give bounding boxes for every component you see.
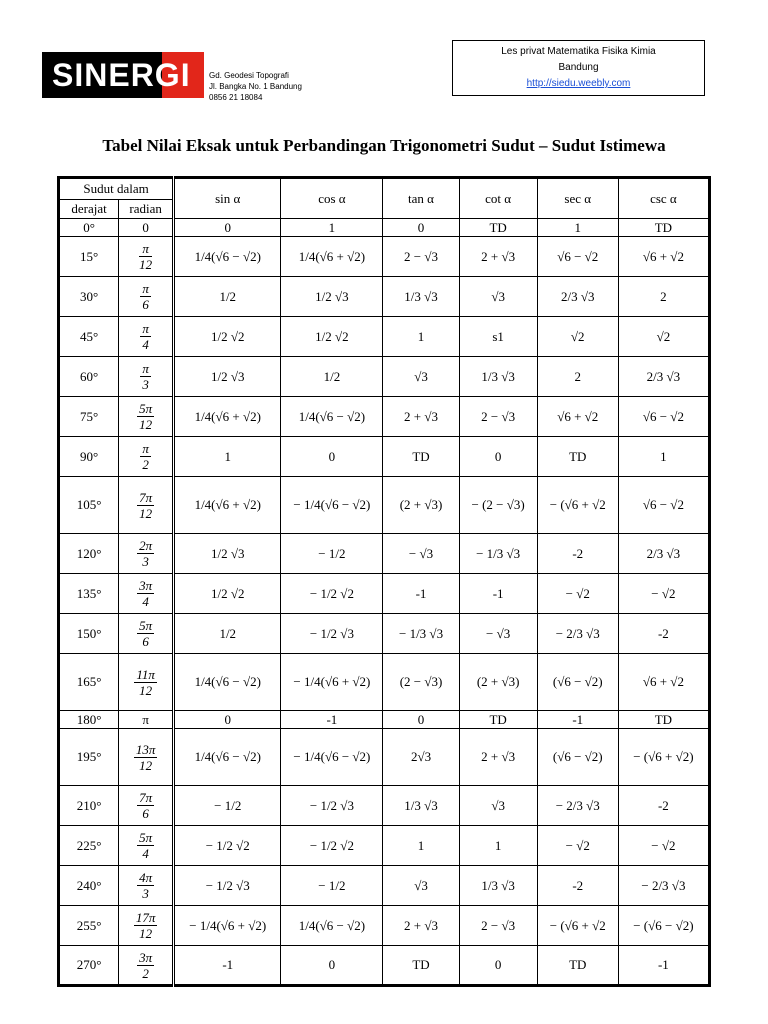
- table-row: [59, 614, 710, 654]
- sec-value-cell: TD: [537, 946, 618, 986]
- degree-cell: 0°: [59, 219, 119, 237]
- radian-fraction: $\frac{13\pi}{12}$: [135, 741, 156, 773]
- cot-value-cell: √3: [459, 277, 537, 317]
- radian-cell: [119, 317, 174, 357]
- table-row: [59, 317, 710, 357]
- tan-value-cell: √3: [383, 357, 459, 397]
- table-body: [59, 219, 710, 986]
- tan-value-cell: 2√3: [383, 729, 459, 786]
- degree-cell: 195°: [59, 729, 119, 786]
- cot-value-cell: TD: [459, 219, 537, 237]
- cot-value-cell: 0: [459, 437, 537, 477]
- header-sec: sec α: [537, 178, 618, 219]
- cos-value-cell: 1/2 √2: [281, 317, 383, 357]
- cos-value-cell: − 1/2 √3: [281, 614, 383, 654]
- radian-cell: [119, 614, 174, 654]
- address-line-2: Jl. Bangka No. 1 Bandung: [209, 82, 302, 91]
- sec-value-cell: − 2/3 √3: [537, 614, 618, 654]
- radian-cell: [119, 397, 174, 437]
- radian-cell: [119, 906, 174, 946]
- radian-cell: [119, 534, 174, 574]
- radian-cell: [119, 477, 174, 534]
- tan-value-cell: 0: [383, 711, 459, 729]
- cos-value-cell: 0: [281, 437, 383, 477]
- csc-value-cell: 2: [618, 277, 709, 317]
- radian-fraction: $\frac{11\pi}{12}$: [136, 666, 155, 698]
- sec-value-cell: √6 − √2: [537, 237, 618, 277]
- radian-fraction: $\frac{\pi}{4}$: [142, 321, 149, 352]
- tan-value-cell: 2 − √3: [383, 237, 459, 277]
- cot-value-cell: TD: [459, 711, 537, 729]
- sec-value-cell: -1: [537, 711, 618, 729]
- sin-value-cell: 1/4(√6 + √2): [174, 397, 281, 437]
- cot-value-cell: √3: [459, 786, 537, 826]
- sin-value-cell: − 1/2 √2: [174, 826, 281, 866]
- radian-fraction: $\frac{5\pi}{6}$: [139, 618, 153, 649]
- degree-cell: 60°: [59, 357, 119, 397]
- csc-value-cell: 1: [618, 437, 709, 477]
- radian-cell: [119, 866, 174, 906]
- radian-cell: [119, 826, 174, 866]
- cot-value-cell: (2 + √3): [459, 654, 537, 711]
- table-row: [59, 477, 710, 534]
- degree-cell: 120°: [59, 534, 119, 574]
- degree-cell: 255°: [59, 906, 119, 946]
- cos-value-cell: − 1/4(√6 − √2): [281, 477, 383, 534]
- degree-cell: 240°: [59, 866, 119, 906]
- radian-fraction: $\frac{5\pi}{4}$: [139, 830, 153, 861]
- cos-value-cell: 1/2: [281, 357, 383, 397]
- sin-value-cell: 0: [174, 711, 281, 729]
- radian-cell: π: [119, 711, 174, 729]
- csc-value-cell: √6 + √2: [618, 237, 709, 277]
- sec-value-cell: -2: [537, 866, 618, 906]
- radian-fraction: $\frac{\pi}{12}$: [139, 241, 153, 272]
- csc-value-cell: TD: [618, 219, 709, 237]
- csc-value-cell: √6 − √2: [618, 477, 709, 534]
- cot-value-cell: − √3: [459, 614, 537, 654]
- table-row: [59, 906, 710, 946]
- cos-value-cell: − 1/4(√6 + √2): [281, 654, 383, 711]
- degree-cell: 45°: [59, 317, 119, 357]
- table-row: [59, 534, 710, 574]
- cos-value-cell: − 1/2: [281, 866, 383, 906]
- cot-value-cell: 2 − √3: [459, 397, 537, 437]
- csc-value-cell: √6 − √2: [618, 397, 709, 437]
- csc-value-cell: TD: [618, 711, 709, 729]
- radian-fraction: $\frac{\pi}{6}$: [142, 281, 149, 312]
- table-row: [59, 729, 710, 786]
- radian-fraction: $\frac{3\pi}{2}$: [139, 949, 153, 981]
- radian-fraction: $\frac{\pi}{2}$: [142, 441, 149, 472]
- radian-fraction: $\frac{4\pi}{3}$: [139, 870, 153, 901]
- radian-fraction: $\frac{5\pi}{12}$: [139, 401, 153, 432]
- sec-value-cell: √2: [537, 317, 618, 357]
- sec-value-cell: − (√6 + √2: [537, 477, 618, 534]
- sin-value-cell: 1/4(√6 − √2): [174, 237, 281, 277]
- radian-cell: [119, 277, 174, 317]
- csc-value-cell: − √2: [618, 574, 709, 614]
- cos-value-cell: 1/4(√6 + √2): [281, 237, 383, 277]
- cot-value-cell: 2 − √3: [459, 906, 537, 946]
- radian-cell: [119, 729, 174, 786]
- cot-value-cell: 0: [459, 946, 537, 986]
- header-sudut-dalam: Sudut dalam: [59, 178, 174, 200]
- sec-value-cell: (√6 − √2): [537, 654, 618, 711]
- sec-value-cell: 1: [537, 219, 618, 237]
- radian-cell: [119, 946, 174, 986]
- sec-value-cell: − √2: [537, 574, 618, 614]
- header-cos: cos α: [281, 178, 383, 219]
- csc-value-cell: − (√6 + √2): [618, 729, 709, 786]
- info-box: [452, 40, 705, 96]
- table-row: [59, 654, 710, 711]
- cos-value-cell: − 1/4(√6 − √2): [281, 729, 383, 786]
- radian-fraction: $\frac{2\pi}{3}$: [139, 538, 153, 569]
- csc-value-cell: √6 + √2: [618, 654, 709, 711]
- tan-value-cell: 2 + √3: [383, 397, 459, 437]
- trig-table: [57, 176, 711, 987]
- cos-value-cell: -1: [281, 711, 383, 729]
- address-block: [209, 70, 302, 103]
- cos-value-cell: 1: [281, 219, 383, 237]
- header-csc: csc α: [618, 178, 709, 219]
- table-row: [59, 219, 710, 237]
- sec-value-cell: − (√6 + √2: [537, 906, 618, 946]
- tan-value-cell: 1/3 √3: [383, 277, 459, 317]
- sin-value-cell: -1: [174, 946, 281, 986]
- tan-value-cell: √3: [383, 866, 459, 906]
- radian-fraction: $\frac{7\pi}{6}$: [139, 790, 153, 821]
- table-row: [59, 711, 710, 729]
- sin-value-cell: − 1/2 √3: [174, 866, 281, 906]
- sin-value-cell: 0: [174, 219, 281, 237]
- tan-value-cell: 1: [383, 826, 459, 866]
- sin-value-cell: 1/4(√6 − √2): [174, 654, 281, 711]
- table-row: [59, 277, 710, 317]
- header-sin: sin α: [174, 178, 281, 219]
- tan-value-cell: 0: [383, 219, 459, 237]
- cos-value-cell: 1/4(√6 − √2): [281, 397, 383, 437]
- cos-value-cell: 0: [281, 946, 383, 986]
- cos-value-cell: − 1/2 √2: [281, 826, 383, 866]
- csc-value-cell: 2/3 √3: [618, 534, 709, 574]
- degree-cell: 135°: [59, 574, 119, 614]
- table-row: [59, 357, 710, 397]
- sec-value-cell: − √2: [537, 826, 618, 866]
- sec-value-cell: 2: [537, 357, 618, 397]
- csc-value-cell: √2: [618, 317, 709, 357]
- csc-value-cell: -2: [618, 786, 709, 826]
- table-row: [59, 826, 710, 866]
- header-cot: cot α: [459, 178, 537, 219]
- sin-value-cell: 1/2: [174, 277, 281, 317]
- radian-fraction: $\frac{7\pi}{12}$: [139, 489, 153, 521]
- sinergi-logo: [42, 52, 204, 98]
- cot-value-cell: 2 + √3: [459, 237, 537, 277]
- tan-value-cell: TD: [383, 946, 459, 986]
- degree-cell: 15°: [59, 237, 119, 277]
- sec-value-cell: -2: [537, 534, 618, 574]
- sin-value-cell: 1/4(√6 + √2): [174, 477, 281, 534]
- radian-cell: 0: [119, 219, 174, 237]
- sin-value-cell: 1/2: [174, 614, 281, 654]
- sin-value-cell: 1/2 √2: [174, 317, 281, 357]
- sin-value-cell: 1/2 √3: [174, 357, 281, 397]
- degree-cell: 90°: [59, 437, 119, 477]
- table-row: [59, 397, 710, 437]
- tan-value-cell: 1/3 √3: [383, 786, 459, 826]
- sec-value-cell: √6 + √2: [537, 397, 618, 437]
- radian-fraction: $\frac{17\pi}{12}$: [135, 910, 156, 941]
- degree-cell: 150°: [59, 614, 119, 654]
- degree-cell: 225°: [59, 826, 119, 866]
- cos-value-cell: 1/4(√6 − √2): [281, 906, 383, 946]
- cos-value-cell: − 1/2 √3: [281, 786, 383, 826]
- sin-value-cell: 1/4(√6 − √2): [174, 729, 281, 786]
- table-row: [59, 237, 710, 277]
- header-tan: tan α: [383, 178, 459, 219]
- table-row: [59, 866, 710, 906]
- radian-fraction: $\frac{\pi}{3}$: [142, 361, 149, 392]
- tan-value-cell: -1: [383, 574, 459, 614]
- sec-value-cell: TD: [537, 437, 618, 477]
- sec-value-cell: − 2/3 √3: [537, 786, 618, 826]
- table-row: [59, 437, 710, 477]
- tan-value-cell: TD: [383, 437, 459, 477]
- sin-value-cell: 1/2 √2: [174, 574, 281, 614]
- degree-cell: 30°: [59, 277, 119, 317]
- degree-cell: 105°: [59, 477, 119, 534]
- radian-cell: [119, 654, 174, 711]
- radian-cell: [119, 574, 174, 614]
- csc-value-cell: − (√6 − √2): [618, 906, 709, 946]
- radian-cell: [119, 786, 174, 826]
- cot-value-cell: 1/3 √3: [459, 357, 537, 397]
- sin-value-cell: 1/2 √3: [174, 534, 281, 574]
- sin-value-cell: − 1/2: [174, 786, 281, 826]
- header-derajat: derajat: [59, 200, 119, 219]
- cot-value-cell: s1: [459, 317, 537, 357]
- header-radian: radian: [119, 200, 174, 219]
- sin-value-cell: 1: [174, 437, 281, 477]
- tan-value-cell: (2 − √3): [383, 654, 459, 711]
- degree-cell: 270°: [59, 946, 119, 986]
- table-row: [59, 574, 710, 614]
- address-line-3: 0856 21 18084: [209, 93, 263, 102]
- cot-value-cell: 1/3 √3: [459, 866, 537, 906]
- tan-value-cell: 2 + √3: [383, 906, 459, 946]
- cot-value-cell: 2 + √3: [459, 729, 537, 786]
- csc-value-cell: − √2: [618, 826, 709, 866]
- info-line-2: Bandung: [558, 62, 599, 73]
- cot-value-cell: − 1/3 √3: [459, 534, 537, 574]
- cos-value-cell: − 1/2: [281, 534, 383, 574]
- degree-cell: 165°: [59, 654, 119, 711]
- cot-value-cell: − (2 − √3): [459, 477, 537, 534]
- cot-value-cell: 1: [459, 826, 537, 866]
- tan-value-cell: (2 + √3): [383, 477, 459, 534]
- table-row: [59, 786, 710, 826]
- csc-value-cell: 2/3 √3: [618, 357, 709, 397]
- logo-text: SINERGI: [52, 57, 191, 93]
- tan-value-cell: − √3: [383, 534, 459, 574]
- radian-fraction: $\frac{3\pi}{4}$: [139, 578, 153, 609]
- cos-value-cell: − 1/2 √2: [281, 574, 383, 614]
- degree-cell: 180°: [59, 711, 119, 729]
- tan-value-cell: 1: [383, 317, 459, 357]
- radian-cell: [119, 237, 174, 277]
- sec-value-cell: (√6 − √2): [537, 729, 618, 786]
- csc-value-cell: − 2/3 √3: [618, 866, 709, 906]
- csc-value-cell: -1: [618, 946, 709, 986]
- sin-value-cell: − 1/4(√6 + √2): [174, 906, 281, 946]
- cot-value-cell: -1: [459, 574, 537, 614]
- table-row: [59, 946, 710, 986]
- page-title: Tabel Nilai Eksak untuk Perbandingan Trigonometri Sudut – Sudut Istimewa: [102, 136, 666, 155]
- cos-value-cell: 1/2 √3: [281, 277, 383, 317]
- degree-cell: 75°: [59, 397, 119, 437]
- tan-value-cell: − 1/3 √3: [383, 614, 459, 654]
- radian-cell: [119, 437, 174, 477]
- csc-value-cell: -2: [618, 614, 709, 654]
- info-line-1: Les privat Matematika Fisika Kimia: [501, 46, 656, 57]
- sec-value-cell: 2/3 √3: [537, 277, 618, 317]
- radian-cell: [119, 357, 174, 397]
- address-line-1: Gd. Geodesi Topografi: [209, 71, 289, 80]
- degree-cell: 210°: [59, 786, 119, 826]
- website-link[interactable]: http://siedu.weebly.com: [526, 78, 631, 89]
